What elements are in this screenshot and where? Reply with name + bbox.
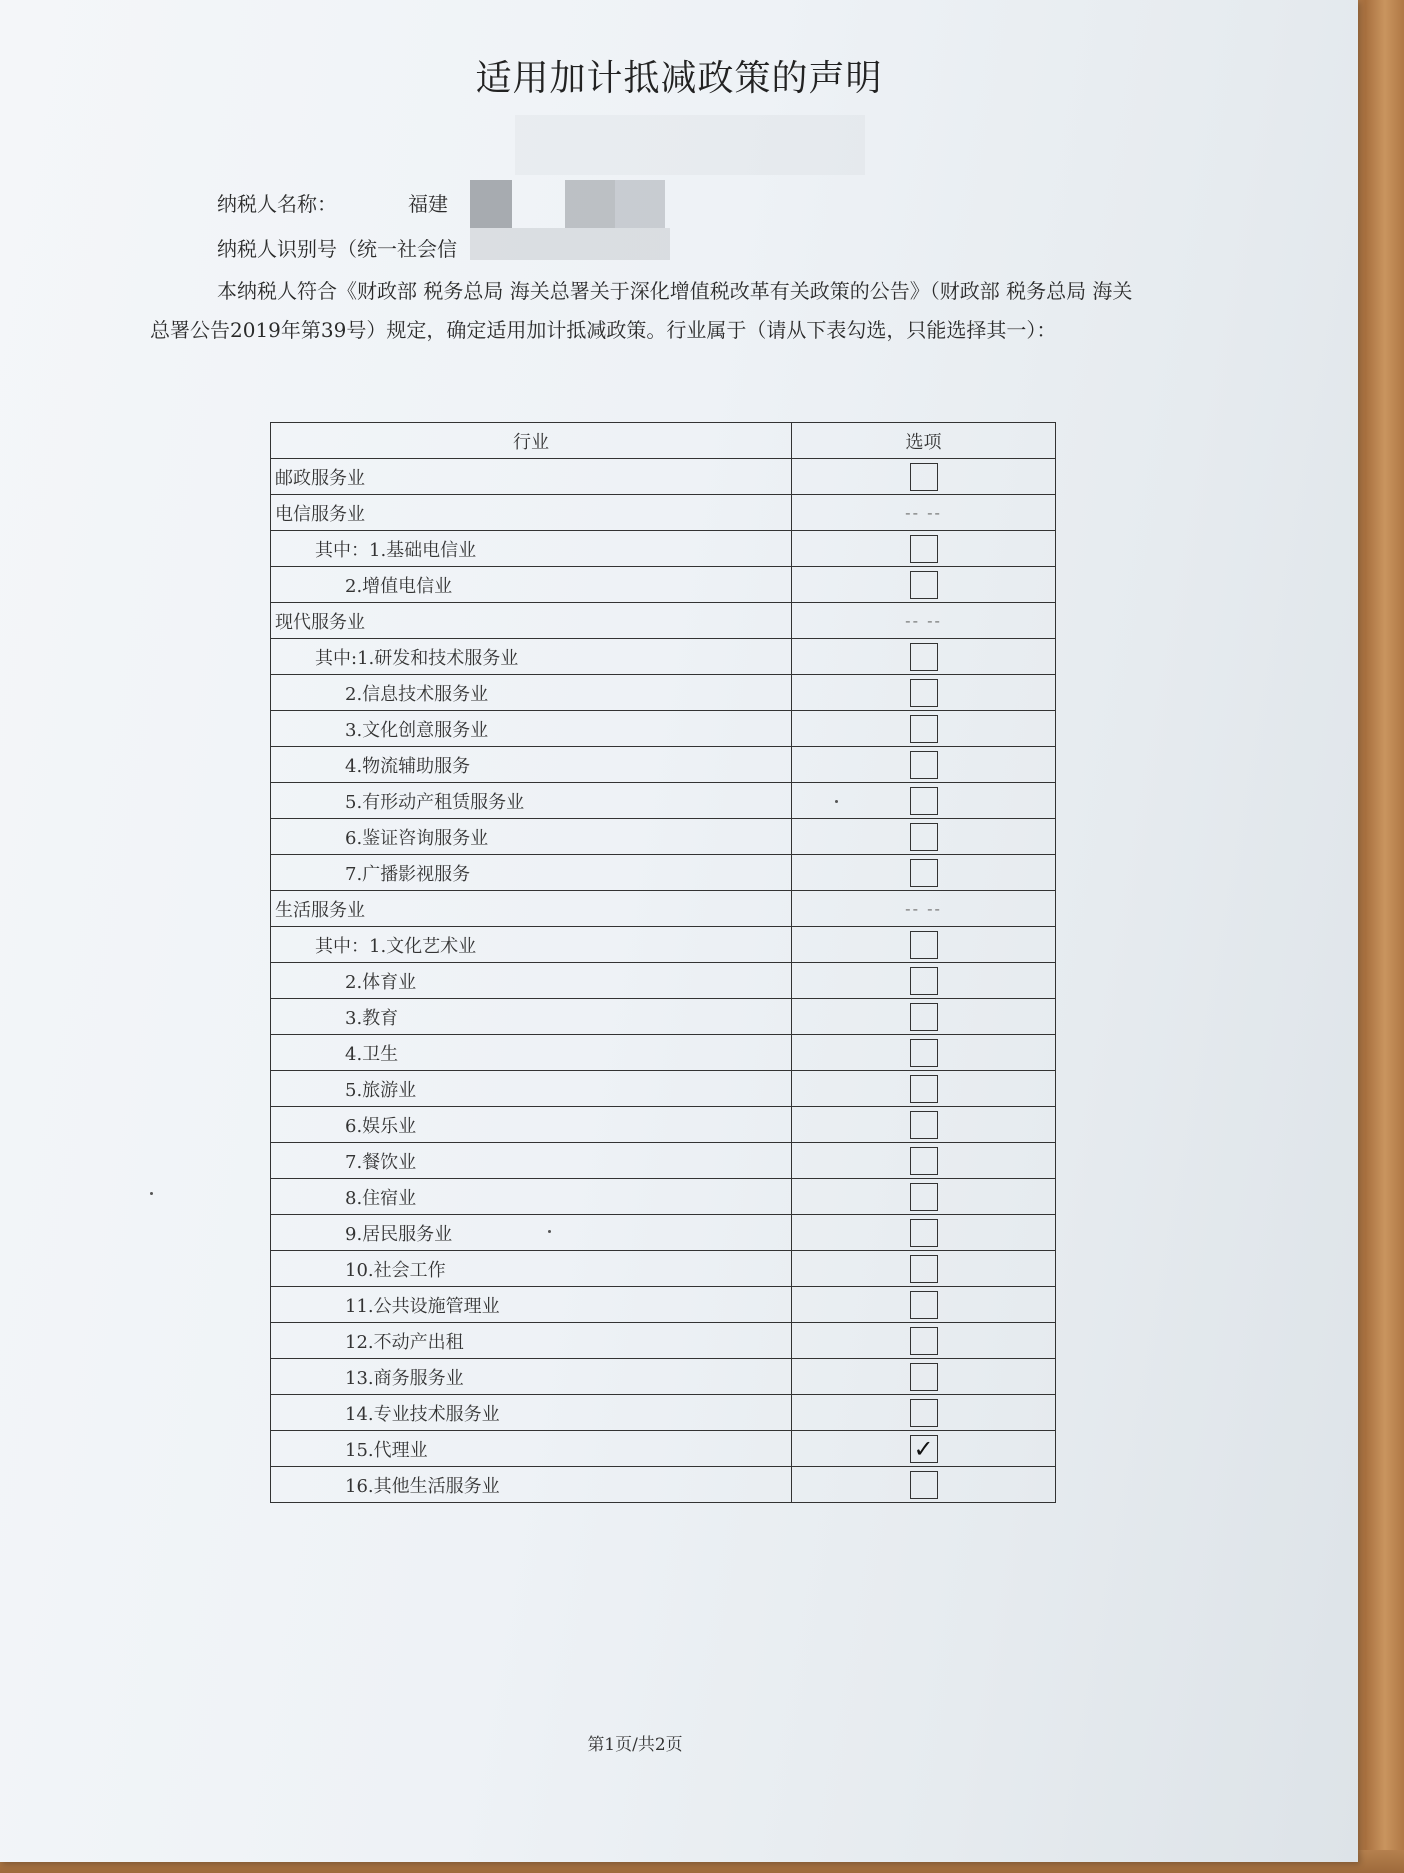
industry-cell: [271, 963, 792, 999]
industry-cell: [271, 531, 792, 567]
table-row: [271, 747, 1056, 783]
industry-label: 3.文化创意服务业: [345, 719, 489, 741]
option-cell: [792, 1467, 1056, 1503]
checkbox[interactable]: [910, 715, 938, 743]
not-applicable-dash: -- --: [905, 503, 942, 522]
taxpayer-id-label: 纳税人识别号（统一社会信: [217, 237, 457, 261]
industry-cell: [271, 1323, 792, 1359]
option-cell: [792, 1071, 1056, 1107]
document-title: 适用加计抵减政策的声明: [475, 58, 883, 99]
industry-label: 3.教育: [345, 1007, 399, 1029]
option-cell: [792, 999, 1056, 1035]
industry-cell: [271, 639, 792, 675]
header-industry: 行业: [271, 423, 792, 459]
industry-cell: [271, 747, 792, 783]
table-row: [271, 459, 1056, 495]
industry-label: 生活服务业: [275, 899, 365, 921]
industry-label: 11.公共设施管理业: [345, 1295, 500, 1317]
table-body: [271, 459, 1056, 1503]
industry-label: 8.住宿业: [345, 1187, 417, 1209]
industry-table: [270, 422, 1056, 1503]
industry-label: 15.代理业: [345, 1439, 428, 1461]
table-row: [271, 1467, 1056, 1503]
checkbox[interactable]: [910, 1471, 938, 1499]
checkbox[interactable]: [910, 1219, 938, 1247]
table-row: [271, 1323, 1056, 1359]
statement-paragraph: 本纳税人符合《财政部 税务总局 海关总署关于深化增值税改革有关政策的公告》（财政部 税务总局 海关总署公告2019年第39号）规定，确定适用加计抵减政策。行业属于（请从下表勾选，只能选择其一）：: [150, 279, 1133, 342]
option-cell: [792, 1107, 1056, 1143]
table-row: [271, 675, 1056, 711]
checkbox[interactable]: [910, 1075, 938, 1103]
industry-label: 2.体育业: [345, 971, 417, 993]
industry-cell: [271, 927, 792, 963]
checkbox[interactable]: [910, 679, 938, 707]
industry-cell: [271, 999, 792, 1035]
table-row: [271, 783, 1056, 819]
industry-label: 6.鉴证咨询服务业: [345, 827, 489, 849]
industry-label: 其中：1.基础电信业: [315, 539, 477, 561]
redaction-block: [515, 115, 865, 175]
industry-cell: [271, 1251, 792, 1287]
option-cell: [792, 927, 1056, 963]
checkbox[interactable]: [910, 967, 938, 995]
checkbox[interactable]: [910, 571, 938, 599]
table-row: [271, 603, 1056, 639]
industry-label: 12.不动产出租: [345, 1331, 464, 1353]
industry-cell: [271, 1287, 792, 1323]
table-row: [271, 1251, 1056, 1287]
checkbox[interactable]: [910, 535, 938, 563]
industry-label: 4.卫生: [345, 1043, 399, 1065]
redaction-block: [615, 180, 665, 228]
industry-label: 7.餐饮业: [345, 1151, 417, 1173]
option-cell: [792, 891, 1056, 927]
option-cell: [792, 531, 1056, 567]
table-row: [271, 1179, 1056, 1215]
industry-cell: [271, 819, 792, 855]
option-cell: [792, 1323, 1056, 1359]
table-row: [271, 1359, 1056, 1395]
redaction-block: [565, 180, 615, 228]
industry-cell: [271, 459, 792, 495]
industry-label: 7.广播影视服务: [345, 863, 471, 885]
checkbox[interactable]: [910, 1255, 938, 1283]
option-cell: [792, 783, 1056, 819]
option-cell: [792, 603, 1056, 639]
industry-label: 16.其他生活服务业: [345, 1475, 500, 1497]
checkbox[interactable]: [910, 931, 938, 959]
table-row: [271, 1071, 1056, 1107]
table-row: [271, 1035, 1056, 1071]
industry-cell: [271, 675, 792, 711]
option-cell: [792, 1179, 1056, 1215]
industry-label: 现代服务业: [275, 611, 365, 633]
table-row: [271, 855, 1056, 891]
industry-label: 其中:1.研发和技术服务业: [315, 647, 519, 669]
table-row: [271, 531, 1056, 567]
paper-speck: [548, 1230, 551, 1233]
table-row: [271, 1287, 1056, 1323]
checkbox[interactable]: [910, 751, 938, 779]
checkbox[interactable]: [910, 1291, 938, 1319]
option-cell: [792, 819, 1056, 855]
table-header-row: [271, 423, 1056, 459]
industry-cell: [271, 783, 792, 819]
not-applicable-dash: -- --: [905, 899, 942, 918]
table-row: [271, 1431, 1056, 1467]
industry-cell: [271, 711, 792, 747]
option-cell: [792, 567, 1056, 603]
option-cell: [792, 963, 1056, 999]
industry-cell: [271, 1143, 792, 1179]
option-cell: [792, 1251, 1056, 1287]
checkbox[interactable]: [910, 643, 938, 671]
industry-label: 10.社会工作: [345, 1259, 446, 1281]
industry-cell: [271, 1215, 792, 1251]
industry-label: 14.专业技术服务业: [345, 1403, 500, 1425]
industry-label: 2.信息技术服务业: [345, 683, 489, 705]
industry-cell: [271, 1071, 792, 1107]
table-row: [271, 567, 1056, 603]
industry-cell: [271, 1179, 792, 1215]
industry-cell: [271, 495, 792, 531]
page-number: 第1页/共2页: [587, 1735, 683, 1755]
option-cell: [792, 1287, 1056, 1323]
option-cell: [792, 1215, 1056, 1251]
industry-label: 13.商务服务业: [345, 1367, 464, 1389]
checkbox[interactable]: [910, 1111, 938, 1139]
redaction-block: [470, 180, 512, 228]
checkbox[interactable]: [910, 463, 938, 491]
paper-speck: [835, 800, 838, 803]
taxpayer-name-label: 纳税人名称：: [217, 192, 337, 216]
option-cell: [792, 1395, 1056, 1431]
checkbox[interactable]: [910, 1147, 938, 1175]
industry-cell: [271, 603, 792, 639]
table-row: [271, 639, 1056, 675]
checkbox[interactable]: [910, 1327, 938, 1355]
industry-cell: [271, 1107, 792, 1143]
checkbox[interactable]: [910, 1183, 938, 1211]
table-row: [271, 891, 1056, 927]
option-cell: [792, 675, 1056, 711]
option-cell: [792, 711, 1056, 747]
table-row: [271, 819, 1056, 855]
option-cell: [792, 855, 1056, 891]
industry-label: 其中：1.文化艺术业: [315, 935, 477, 957]
industry-label: 5.旅游业: [345, 1079, 417, 1101]
industry-label: 4.物流辅助服务: [345, 755, 471, 777]
table-row: [271, 927, 1056, 963]
table-row: [271, 999, 1056, 1035]
option-cell: [792, 459, 1056, 495]
option-cell: [792, 495, 1056, 531]
table-row: [271, 1395, 1056, 1431]
header-option: 选项: [792, 423, 1056, 459]
industry-cell: [271, 1467, 792, 1503]
table-row: [271, 963, 1056, 999]
option-cell: [792, 747, 1056, 783]
redaction-block: [470, 228, 670, 260]
industry-cell: [271, 1431, 792, 1467]
table-row: [271, 711, 1056, 747]
option-cell: [792, 639, 1056, 675]
not-applicable-dash: -- --: [905, 611, 942, 630]
checkbox[interactable]: [910, 1363, 938, 1391]
option-cell: [792, 1143, 1056, 1179]
checkbox[interactable]: [910, 1399, 938, 1427]
table-row: [271, 1143, 1056, 1179]
checkbox[interactable]: [910, 1003, 938, 1031]
industry-label: 2.增值电信业: [345, 575, 453, 597]
table-row: [271, 495, 1056, 531]
industry-label: 9.居民服务业: [345, 1223, 453, 1245]
checkbox[interactable]: [910, 787, 938, 815]
checkbox[interactable]: [910, 823, 938, 851]
industry-cell: [271, 567, 792, 603]
checkbox[interactable]: [910, 859, 938, 887]
table-row: [271, 1215, 1056, 1251]
industry-label: 5.有形动产租赁服务业: [345, 791, 525, 813]
checked-checkbox[interactable]: ✓: [910, 1435, 938, 1463]
option-cell: [792, 1431, 1056, 1467]
taxpayer-name-value: 福建: [408, 192, 448, 216]
table-row: [271, 1107, 1056, 1143]
industry-cell: [271, 855, 792, 891]
option-cell: [792, 1035, 1056, 1071]
industry-cell: [271, 1395, 792, 1431]
industry-label: 6.娱乐业: [345, 1115, 417, 1137]
paper-speck: [150, 1192, 153, 1195]
industry-label: 邮政服务业: [275, 467, 365, 489]
option-cell: [792, 1359, 1056, 1395]
industry-cell: [271, 1035, 792, 1071]
checkbox[interactable]: [910, 1039, 938, 1067]
industry-cell: [271, 891, 792, 927]
industry-cell: [271, 1359, 792, 1395]
industry-label: 电信服务业: [275, 503, 365, 525]
